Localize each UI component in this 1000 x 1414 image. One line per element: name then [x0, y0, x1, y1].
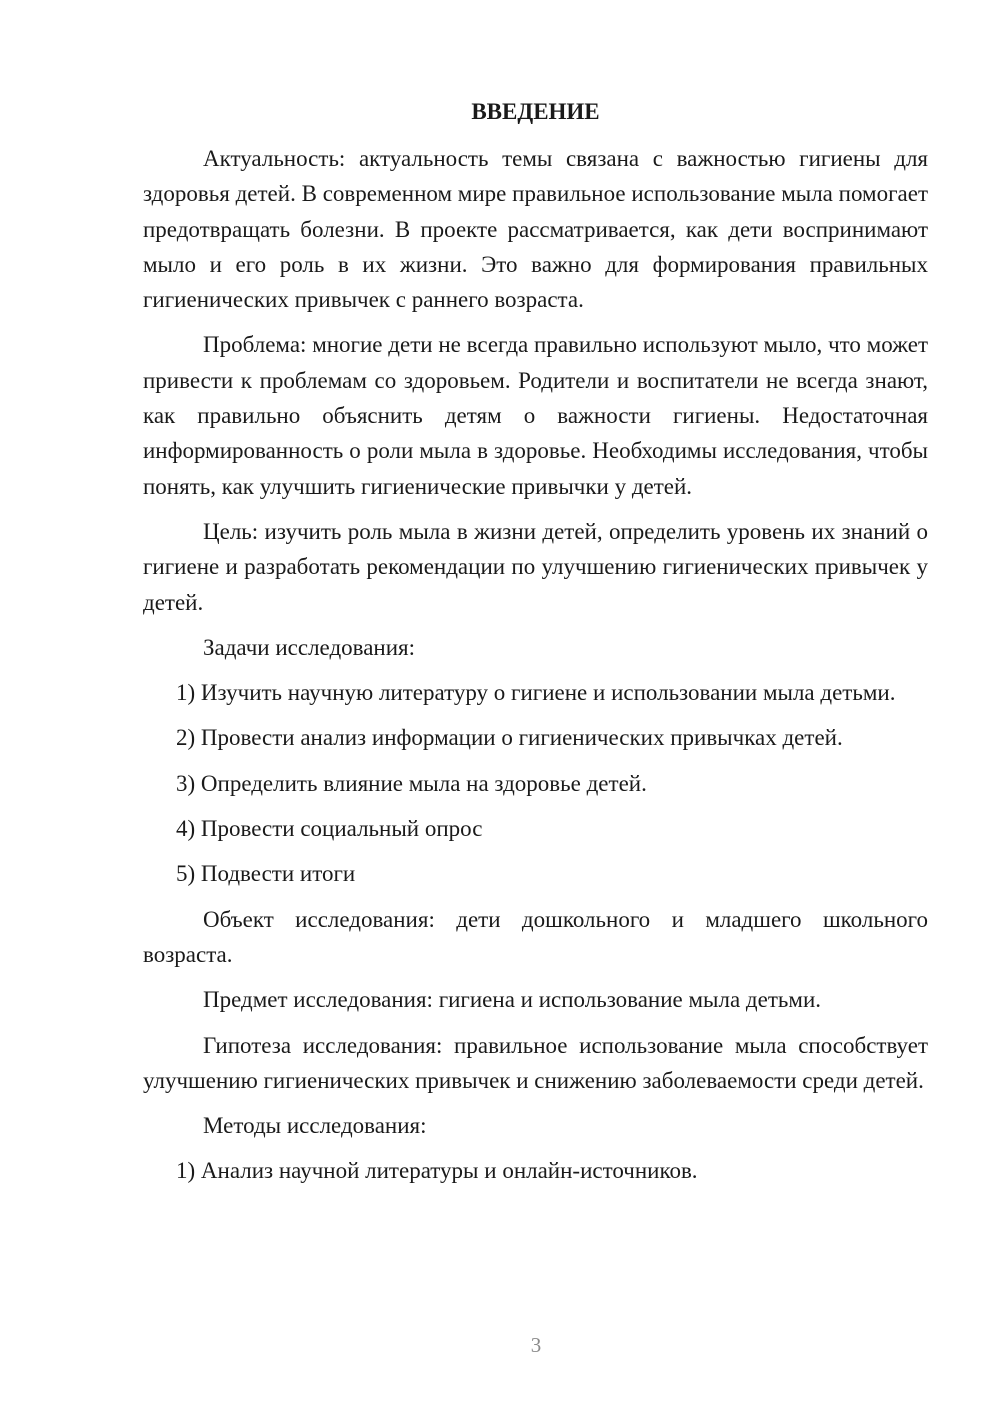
hypothesis-paragraph: Гипотеза исследования: правильное использование мыла способствует улучшению гигиенических привычек и снижению заболеваемости среди детей.: [143, 1032, 928, 1093]
page-content: [143, 94, 928, 1199]
task-item-1: 1) Изучить научную литературу о гигиене и использовании мыла детьми.: [176, 680, 896, 706]
problem-paragraph: Проблема: многие дети не всегда правильно используют мыло, что может привести к проблемам со здоровьем. Родители и воспитатели не всегда знают, как правильно объяснить детям о важности гигиены. Недостаточная информированность о роли мыла в здоровье. Необходимы исследования, чтобы понять, как улучшить гигиенические привычки у детей.: [143, 332, 928, 499]
subject-paragraph: Предмет исследования: гигиена и использование мыла детьми.: [203, 987, 822, 1013]
task-item-5: 5) Подвести итоги: [176, 861, 356, 887]
tasks-heading: Задачи исследования:: [203, 634, 416, 660]
method-item-1: 1) Анализ научной литературы и онлайн-источников.: [176, 1158, 698, 1184]
methods-heading: Методы исследования:: [203, 1113, 427, 1139]
page-number: 3: [530, 1333, 542, 1357]
section-title: ВВЕДЕНИЕ: [471, 99, 600, 124]
task-item-3: 3) Определить влияние мыла на здоровье детей.: [176, 770, 647, 796]
goal-paragraph: Цель: изучить роль мыла в жизни детей, определить уровень их знаний о гигиене и разработать рекомендации по улучшению гигиенических привычек у детей.: [143, 518, 928, 615]
task-item-4: 4) Провести социальный опрос: [176, 816, 483, 842]
relevance-paragraph: Актуальность: актуальность темы связана с важностью гигиены для здоровья детей. В современном мире правильное использование мыла помогает предотвращать болезни. В проекте рассматривается, как дети воспринимают мыло и его роль в их жизни. Это важно для формирования правильных гигиенических привычек с раннего возраста.: [143, 146, 928, 313]
task-item-2: 2) Провести анализ информации о гигиенических привычках детей.: [176, 725, 843, 751]
object-paragraph: Объект исследования: дети дошкольного и младшего школьного возраста.: [143, 906, 928, 967]
